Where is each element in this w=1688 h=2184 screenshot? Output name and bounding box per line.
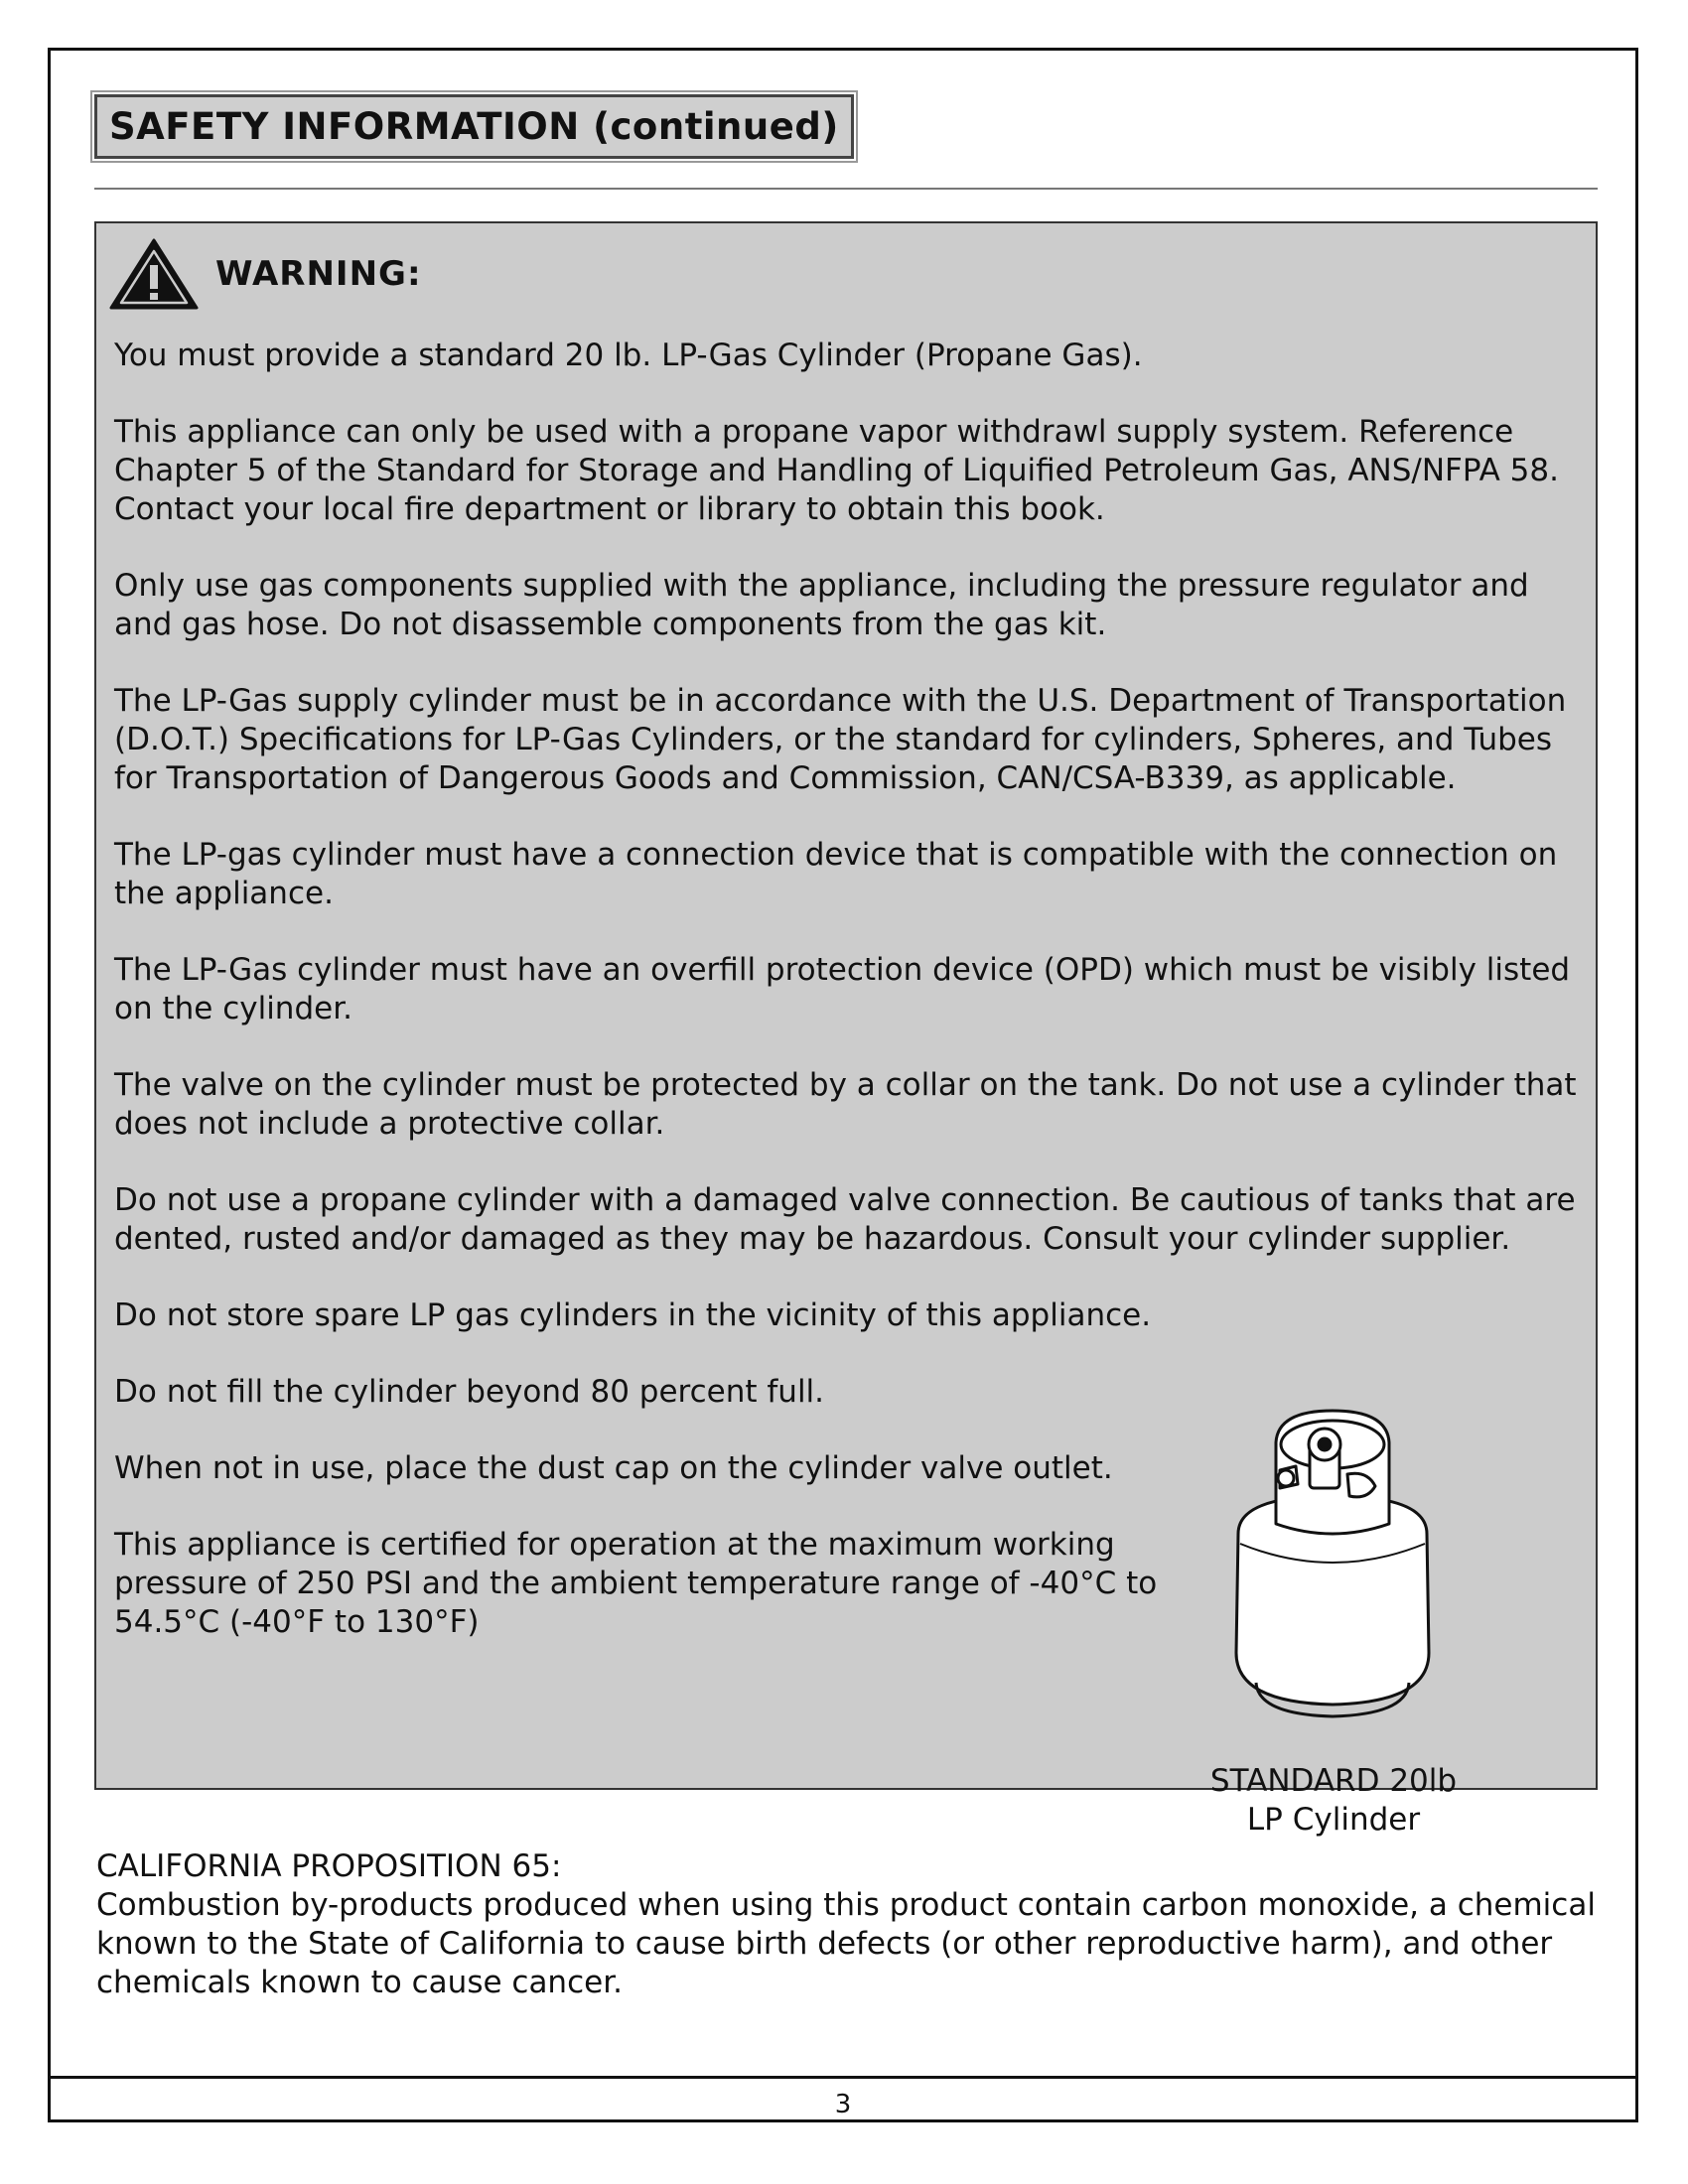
page-number: 3 xyxy=(834,2090,852,2119)
cylinder-caption xyxy=(1185,1762,1482,1840)
warning-paragraph: You must provide a standard 20 lb. LP-Gas Cylinder (Propane Gas). xyxy=(114,338,1143,373)
warning-paragraph: This appliance is certified for operation at the maximum working pressure of 250 PSI and the ambient temperature range of -40°C to 54.5°C (-40°F to 130°F) xyxy=(114,1527,1158,1640)
prop65-heading: CALIFORNIA PROPOSITION 65: xyxy=(96,1848,562,1884)
warning-paragraph: Do not fill the cylinder beyond 80 percent full. xyxy=(114,1374,825,1410)
warning-paragraph: The valve on the cylinder must be protected by a collar on the tank. Do not use a cylinder that does not include a protective collar. xyxy=(114,1067,1577,1142)
warning-paragraph: When not in use, place the dust cap on the cylinder valve outlet. xyxy=(114,1450,1113,1486)
propane-cylinder-illustration xyxy=(1198,1405,1467,1762)
section-title: SAFETY INFORMATION (continued) xyxy=(94,94,854,159)
warning-paragraph: Do not use a propane cylinder with a damaged valve connection. Be cautious of tanks that are dented, rusted and/or damaged as they may be hazardous. Consult your cylinder supplier. xyxy=(114,1182,1576,1257)
warning-paragraph: The LP-Gas cylinder must have an overfill protection device (OPD) which must be visibly listed on the cylinder. xyxy=(114,952,1571,1026)
warning-triangle-icon xyxy=(108,237,200,311)
warning-paragraph: Only use gas components supplied with the appliance, including the pressure regulator and and gas hose. Do not disassemble components from the gas kit. xyxy=(114,568,1529,642)
warning-paragraph: The LP-gas cylinder must have a connection device that is compatible with the connection on the appliance. xyxy=(114,837,1558,911)
cylinder-caption-line2: LP Cylinder xyxy=(1246,1802,1421,1838)
warning-paragraph: This appliance can only be used with a propane vapor withdrawl supply system. Reference Chapter 5 of the Standard for Storage and Handling of Liquified Petroleum Gas, ANS/NFPA 58. Contact your local fire department or library to obtain this book. xyxy=(114,414,1559,527)
warning-paragraph: Do not store spare LP gas cylinders in the vicinity of this appliance. xyxy=(114,1297,1152,1333)
page-frame xyxy=(48,48,1638,2122)
warning-label: WARNING: xyxy=(215,254,422,294)
warning-header xyxy=(108,237,422,311)
cylinder-figure xyxy=(1198,1405,1467,1840)
prop65-notice xyxy=(96,1847,1625,2002)
cylinder-caption-line1: STANDARD 20lb xyxy=(1209,1763,1458,1799)
warning-paragraph: The LP-Gas supply cylinder must be in accordance with the U.S. Department of Transportation (D.O.T.) Specifications for LP-Gas Cylinders, or the standard for cylinders, Spheres, and Tubes for Transportation of Dangerous Goods and Commission, CAN/CSA-B339, as applicable. xyxy=(114,683,1567,796)
title-divider xyxy=(94,188,1598,190)
footer-divider xyxy=(51,2076,1635,2079)
prop65-text: Combustion by-products produced when using this product contain carbon monoxide, a chemical known to the State of California to cause birth defects (or other reproductive harm), and other chemicals known to cause cancer. xyxy=(96,1887,1596,2000)
warning-box xyxy=(94,221,1598,1838)
